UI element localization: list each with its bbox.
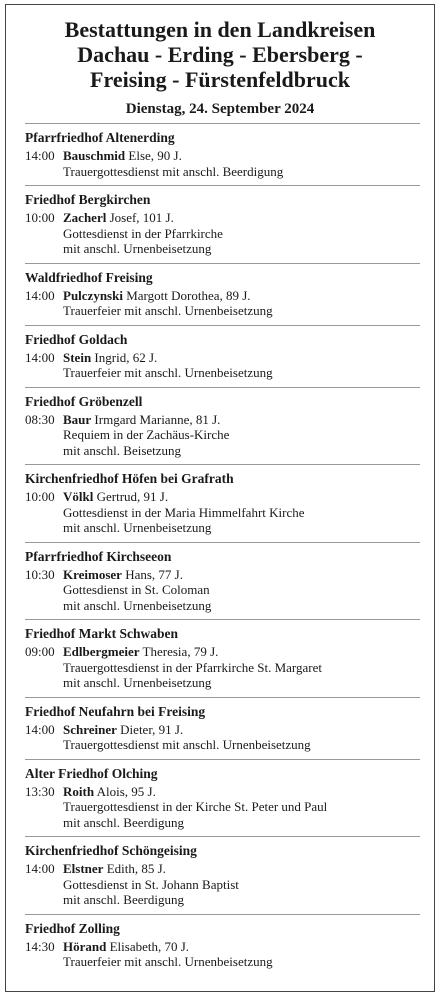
notice-date: Dienstag, 24. September 2024 bbox=[125, 101, 315, 117]
deceased-name-age: Dieter, 91 J. bbox=[116, 721, 184, 737]
service-detail: mit anschl. Urnenbeisetzung bbox=[63, 520, 212, 535]
burial-entry bbox=[25, 567, 420, 620]
cemetery-list bbox=[6, 123, 434, 976]
deceased-line bbox=[63, 489, 420, 505]
deceased-line bbox=[63, 350, 420, 366]
notice-header bbox=[6, 5, 434, 118]
burial-entry bbox=[25, 784, 420, 837]
burial-details bbox=[63, 489, 420, 536]
burial-time: 10:00 bbox=[25, 210, 55, 225]
deceased-line bbox=[63, 644, 420, 660]
service-detail: mit anschl. Urnenbeisetzung bbox=[63, 675, 212, 690]
cemetery-name: Alter Friedhof Olching bbox=[25, 765, 158, 781]
cemetery-name: Friedhof Zolling bbox=[25, 920, 120, 936]
cemetery-block bbox=[25, 325, 420, 387]
deceased-line bbox=[63, 939, 420, 955]
burial-time: 08:30 bbox=[25, 411, 55, 427]
service-detail: mit anschl. Beisetzung bbox=[63, 442, 182, 458]
deceased-surname: Stein bbox=[63, 349, 92, 365]
burial-time: 14:00 bbox=[25, 349, 55, 365]
deceased-surname: Pulczynski bbox=[63, 287, 123, 303]
deceased-name-age: Else, 90 J. bbox=[125, 148, 182, 163]
burial-details bbox=[63, 939, 420, 970]
deceased-surname: Roith bbox=[63, 783, 95, 799]
cemetery-name: Friedhof Goldach bbox=[25, 331, 128, 347]
deceased-name-age: Hans, 77 J. bbox=[121, 566, 183, 582]
burial-time: 14:00 bbox=[25, 148, 55, 163]
burial-time: 09:00 bbox=[25, 644, 55, 659]
cemetery-name: Pfarrfriedhof Kirchseeon bbox=[25, 548, 172, 564]
burial-time: 13:30 bbox=[25, 783, 55, 799]
burial-entry bbox=[25, 350, 420, 387]
deceased-name-age: Elisabeth, 70 J. bbox=[106, 938, 190, 954]
deceased-surname: Völkl bbox=[63, 489, 94, 504]
cemetery-block bbox=[25, 464, 420, 542]
service-detail: mit anschl. Beerdigung bbox=[63, 892, 184, 907]
cemetery-block bbox=[25, 697, 420, 759]
deceased-line bbox=[63, 412, 420, 428]
deceased-name-age: Theresia, 79 J. bbox=[139, 644, 219, 659]
service-detail: mit anschl. Urnenbeisetzung bbox=[63, 241, 212, 256]
service-detail: Trauerfeier mit anschl. Urnenbeisetzung bbox=[63, 303, 273, 318]
burial-details bbox=[63, 412, 420, 459]
service-detail: Trauergottesdienst mit anschl. Urnenbeisetzung bbox=[63, 737, 311, 752]
burial-time: 14:00 bbox=[25, 287, 55, 303]
burial-details bbox=[63, 644, 420, 691]
deceased-name-age: Margott Dorothea, 89 J. bbox=[122, 287, 251, 303]
burial-entry bbox=[25, 489, 420, 542]
deceased-name-age: Ingrid, 62 J. bbox=[91, 349, 158, 365]
deceased-surname: Schreiner bbox=[63, 721, 117, 737]
deceased-line bbox=[63, 861, 420, 877]
service-detail: Trauerfeier mit anschl. Urnenbeisetzung bbox=[63, 365, 273, 380]
service-detail: Gottesdienst in St. Johann Baptist bbox=[63, 876, 239, 892]
title-line: Bestattungen in den Landkreisen bbox=[64, 17, 376, 42]
cemetery-name: Kirchenfriedhof Schöngeising bbox=[25, 843, 197, 858]
deceased-surname: Hörand bbox=[63, 938, 107, 954]
burial-entry bbox=[25, 939, 420, 976]
notice-title bbox=[6, 17, 434, 92]
cemetery-block bbox=[25, 759, 420, 837]
service-detail: Gottesdienst in der Maria Himmelfahrt Kirche bbox=[63, 504, 305, 520]
burial-entry bbox=[25, 288, 420, 325]
notice-frame bbox=[5, 4, 435, 992]
deceased-line bbox=[63, 210, 420, 226]
deceased-line bbox=[63, 288, 420, 304]
title-line: Dachau - Erding - Ebersberg - bbox=[77, 42, 363, 67]
burial-entry bbox=[25, 148, 420, 185]
deceased-line bbox=[63, 567, 420, 583]
cemetery-name: Friedhof Gröbenzell bbox=[25, 393, 143, 409]
service-detail: Trauergottesdienst in der Kirche St. Peter und Paul bbox=[63, 799, 328, 814]
cemetery-block bbox=[25, 542, 420, 620]
deceased-name-age: Alois, 95 J. bbox=[94, 783, 156, 799]
title-line: Freising - Fürstenfeldbruck bbox=[90, 67, 350, 92]
service-detail: Trauergottesdienst mit anschl. Beerdigung bbox=[63, 163, 284, 179]
cemetery-block bbox=[25, 185, 420, 263]
burial-entry bbox=[25, 722, 420, 759]
deceased-surname: Bauschmid bbox=[63, 148, 126, 163]
burial-entry bbox=[25, 210, 420, 263]
cemetery-block bbox=[25, 836, 420, 914]
deceased-surname: Edlbergmeier bbox=[63, 644, 140, 659]
cemetery-name: Waldfriedhof Freising bbox=[25, 269, 153, 285]
burial-details bbox=[63, 784, 420, 831]
burial-time: 10:00 bbox=[25, 489, 55, 504]
deceased-name-age: Irmgard Marianne, 81 J. bbox=[91, 411, 221, 427]
cemetery-name: Pfarrfriedhof Altenerding bbox=[25, 130, 175, 145]
burial-time: 10:30 bbox=[25, 566, 55, 582]
burial-details bbox=[63, 148, 420, 179]
cemetery-name: Friedhof Neufahrn bei Freising bbox=[25, 703, 206, 719]
cemetery-block bbox=[25, 387, 420, 465]
service-detail: Trauergottesdienst in der Pfarrkirche St. Margaret bbox=[63, 659, 322, 675]
cemetery-block bbox=[25, 123, 420, 185]
deceased-surname: Baur bbox=[63, 411, 92, 427]
deceased-surname: Zacherl bbox=[63, 210, 107, 225]
cemetery-block bbox=[25, 619, 420, 697]
service-detail: Requiem in der Zachäus-Kirche bbox=[63, 427, 230, 442]
burial-details bbox=[63, 567, 420, 614]
cemetery-name: Friedhof Markt Schwaben bbox=[25, 626, 178, 641]
deceased-line bbox=[63, 722, 420, 738]
burial-details bbox=[63, 861, 420, 908]
cemetery-name: Kirchenfriedhof Höfen bei Grafrath bbox=[25, 471, 234, 486]
service-detail: Gottesdienst in der Pfarrkirche bbox=[63, 225, 223, 241]
burial-entry bbox=[25, 412, 420, 465]
deceased-name-age: Gertrud, 91 J. bbox=[93, 489, 169, 504]
service-detail: mit anschl. Beerdigung bbox=[63, 814, 184, 830]
deceased-name-age: Edith, 85 J. bbox=[103, 861, 166, 876]
service-detail: Gottesdienst in St. Coloman bbox=[63, 582, 210, 597]
burial-entry bbox=[25, 861, 420, 914]
burial-time: 14:00 bbox=[25, 861, 55, 876]
service-detail: Trauerfeier mit anschl. Urnenbeisetzung bbox=[63, 954, 273, 969]
deceased-surname: Kreimoser bbox=[63, 566, 122, 582]
cemetery-block bbox=[25, 263, 420, 325]
burial-details bbox=[63, 210, 420, 257]
cemetery-block bbox=[25, 914, 420, 976]
burial-details bbox=[63, 288, 420, 319]
deceased-line bbox=[63, 784, 420, 800]
cemetery-name: Friedhof Bergkirchen bbox=[25, 192, 151, 207]
service-detail: mit anschl. Urnenbeisetzung bbox=[63, 597, 212, 613]
burial-details bbox=[63, 350, 420, 381]
burial-time: 14:00 bbox=[25, 721, 55, 737]
deceased-name-age: Josef, 101 J. bbox=[106, 210, 174, 225]
burial-time: 14:30 bbox=[25, 938, 55, 954]
burial-entry bbox=[25, 644, 420, 697]
deceased-line bbox=[63, 148, 420, 164]
deceased-surname: Elstner bbox=[63, 861, 104, 876]
burial-details bbox=[63, 722, 420, 753]
